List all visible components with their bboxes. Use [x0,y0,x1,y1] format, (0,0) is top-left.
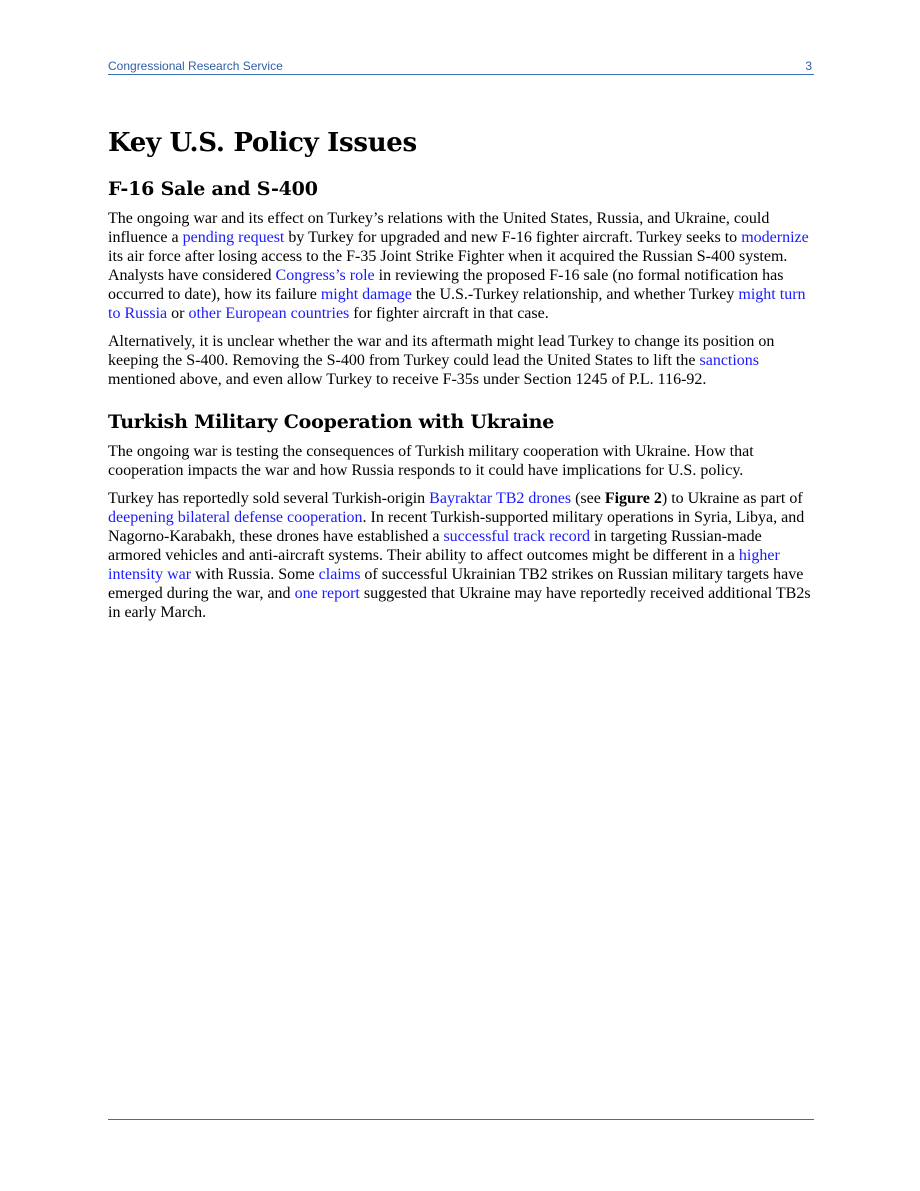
text-run: or [167,305,189,322]
text-run: Turkey has reportedly sold several Turkish-origin [108,490,430,507]
text-run: The ongoing war and its effect on Turkey’s relations with the United States, Russia, and Ukraine, could influence a [108,210,770,246]
text-run: with Russia. Some [191,566,319,583]
page-number: 3 [805,59,812,73]
link-one-report[interactable]: one report [294,585,360,602]
text-run: of successful Ukrainian TB2 strikes on Russian military targets have emerged during the war, and [108,566,804,602]
link-sanctions[interactable]: sanctions [699,352,760,369]
link-might-damage[interactable]: might damage [320,286,412,303]
link-pending-request[interactable]: pending request [182,229,285,246]
text-run: The ongoing war is testing the consequences of Turkish military cooperation with Ukraine. How that cooperation impacts the war and how Russia responds to it could have implications for U.S. policy. [108,443,754,479]
text-run: its air force after losing access to the F-35 Joint Strike Fighter when it acquired the Russian S-400 system. Analysts have considered [108,248,788,284]
link-successful-track-record[interactable]: successful track record [443,528,591,545]
text-run: . In recent Turkish-supported military operations in Syria, Libya, and Nagorno-Karabakh, these drones have established a [108,509,805,545]
paragraph-tb2-drones [108,489,814,622]
main-content [108,122,814,631]
text-run: for fighter aircraft in that case. [349,305,549,322]
link-bayraktar-tb2-drones[interactable]: Bayraktar TB2 drones [429,490,572,507]
page-title: Key U.S. Policy Issues [108,128,417,158]
header-source: Congressional Research Service [108,59,283,73]
footer-rule [108,1119,814,1120]
section-heading-f16: F-16 Sale and S-400 [108,178,318,200]
section-heading-ukraine: Turkish Military Cooperation with Ukraine [108,411,555,433]
link-claims[interactable]: claims [318,566,361,583]
figure-reference: Figure 2 [604,490,662,507]
paragraph-f16-request [108,209,814,323]
text-run: in targeting Russian-made armored vehicles and anti-aircraft systems. Their ability to affect outcomes might be different in a [108,528,762,564]
page-header [108,58,814,75]
link-might-turn-to-russia[interactable]: might turn to Russia [108,286,806,322]
link-deepening-defense-cooperation[interactable]: deepening bilateral defense cooperation [108,509,363,526]
link-other-european-countries[interactable]: other European countries [188,305,350,322]
link-modernize[interactable]: modernize [741,229,809,246]
text-run: in reviewing the proposed F-16 sale (no formal notification has occurred to date), how its failure [108,267,784,303]
text-run: suggested that Ukraine may have reportedly received additional TB2s in early March. [108,585,811,621]
paragraph-s400-position [108,332,814,389]
text-run: mentioned above, and even allow Turkey to receive F-35s under Section 1245 of P.L. 116-92. [108,371,707,388]
link-higher-intensity-war[interactable]: higher intensity war [108,547,780,583]
text-run: Alternatively, it is unclear whether the war and its aftermath might lead Turkey to change its position on keeping the S-400. Removing the S-400 from Turkey could lead the United States to lift the [108,333,775,369]
text-run: (see [571,490,605,507]
text-run: ) to Ukraine as part of [661,490,803,507]
text-run: the U.S.-Turkey relationship, and whether Turkey [411,286,739,303]
paragraph-ukraine-cooperation [108,442,814,480]
link-congress-role[interactable]: Congress’s role [275,267,375,284]
text-run: by Turkey for upgraded and new F-16 fighter aircraft. Turkey seeks to [284,229,742,246]
